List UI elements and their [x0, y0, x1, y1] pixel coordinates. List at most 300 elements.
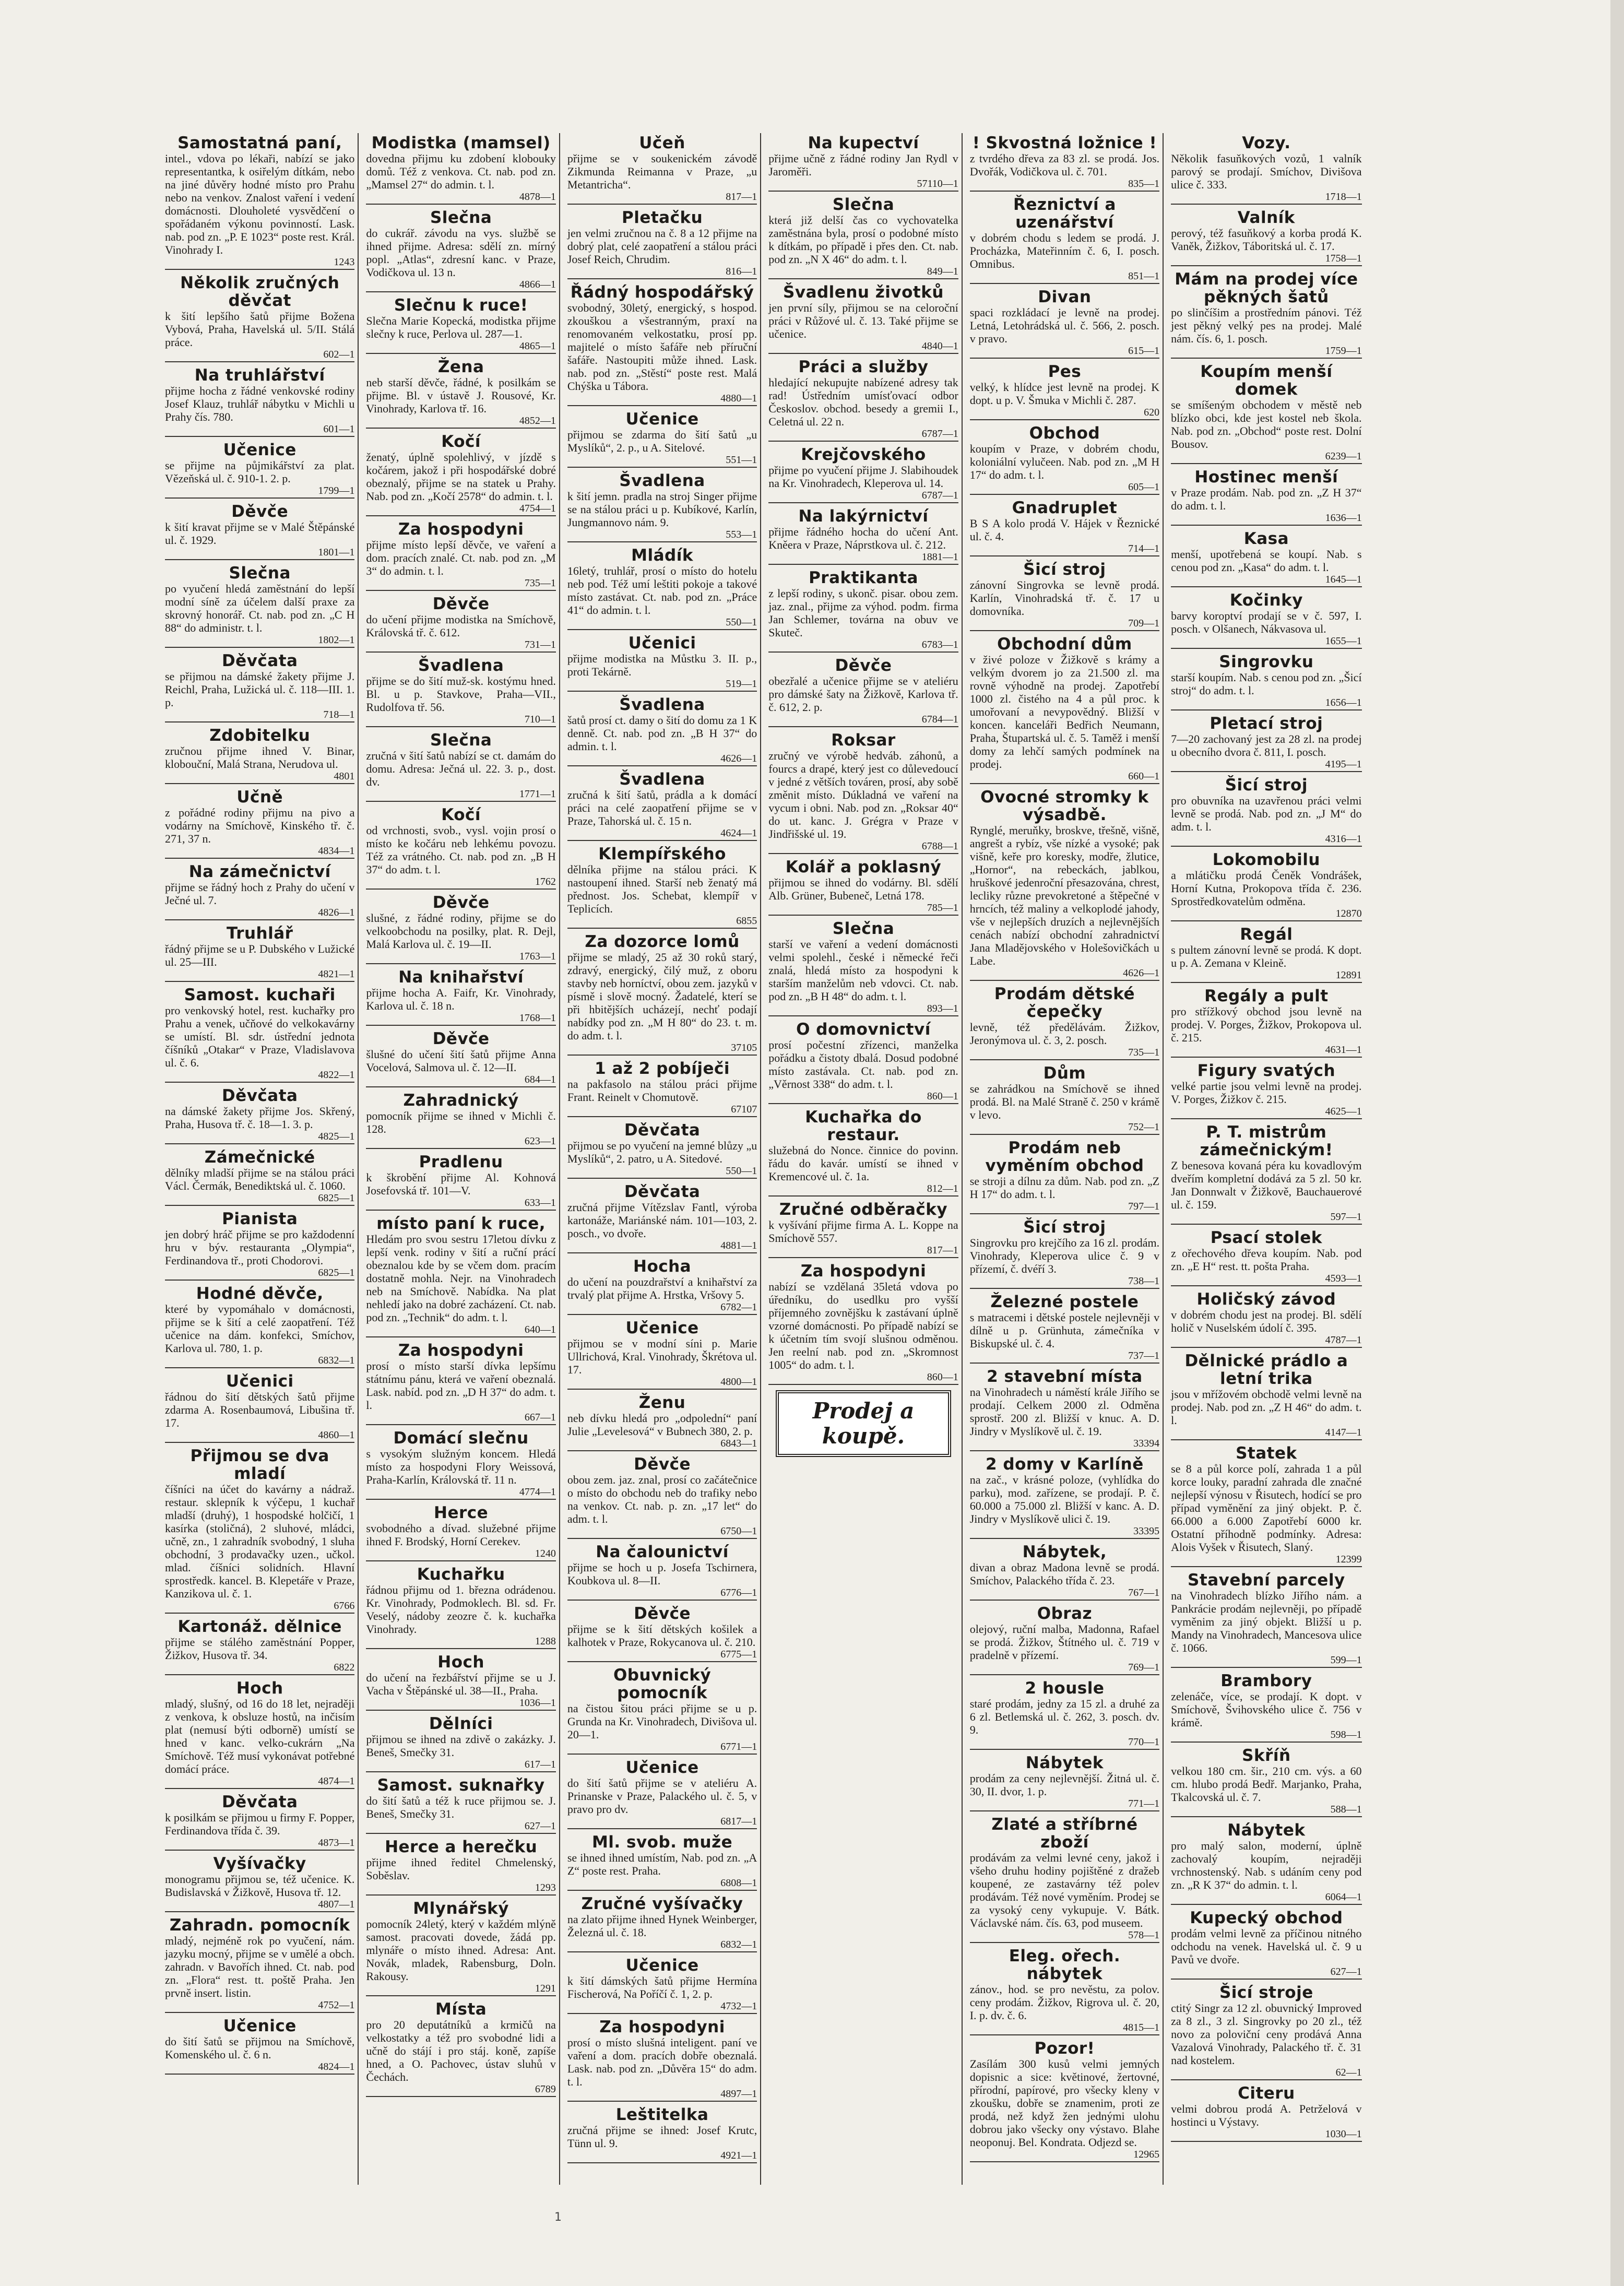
classified-ad	[567, 1393, 757, 1451]
classified-ad	[165, 1617, 354, 1675]
ad-heading: Učenice	[625, 1956, 699, 1975]
ad-code: 519—1	[567, 678, 757, 692]
ad-code: 860—1	[768, 1091, 958, 1104]
ad-code: 12965	[970, 2149, 1159, 2162]
ad-code: 4873—1	[165, 1837, 354, 1851]
classified-ad	[1171, 208, 1361, 266]
classified-ad	[1171, 1983, 1361, 2080]
ad-code: 601—1	[165, 423, 354, 437]
column-4	[765, 133, 962, 2185]
ad-code: 4866—1	[366, 279, 555, 292]
ad-text: přijme se k šití dětských košilek a kalhotek v Praze, Rokycanova ul. č. 210.	[567, 1622, 757, 1649]
ad-code: 1636—1	[1171, 512, 1361, 526]
ad-heading: Domácí slečnu	[393, 1429, 529, 1448]
ad-heading: Modistka (mamsel)	[371, 134, 551, 152]
ad-code: 4834—1	[165, 845, 354, 859]
classified-ad	[1171, 1228, 1361, 1286]
classified-ad	[970, 1138, 1159, 1214]
ad-code: 6782—1	[567, 1301, 757, 1315]
classified-ad	[366, 295, 555, 354]
ad-code: 4732—1	[567, 2000, 757, 2014]
ad-text: nabízí se vzdělaná 35letá vdova po úředníku, do usedlku pro vyšší příjemného zovnějšku k zastávaní úplně vzorné domácnosti. Po případě nabízí se k účetním tím svojí slušnou odměnou. Jen reelní nab. pod zn. „Skromnost 1005“ do adm. t. l.	[768, 1280, 958, 1371]
ad-code: 709—1	[970, 618, 1159, 631]
ad-text: 7—20 zachovaný jest za 28 zl. na prodej u obecního dvora č. 811, I. posch.	[1171, 732, 1362, 759]
ad-heading: Děvče	[634, 1455, 691, 1474]
ad-text: svobodného a dívad. služebné přijme ihned F. Brodský, Horní Cerekev.	[366, 1522, 556, 1548]
ad-text: dělníky mladší přijme se na stálou práci Václ. Čermák, Benediktská ul. č. 1060.	[165, 1166, 355, 1192]
ad-text: v dobrém chodu jest na prodej. Bl. sdělí holič v Nuselském údolí č. 395.	[1171, 1308, 1362, 1334]
ad-heading: Několik zručných děvčat	[180, 274, 340, 310]
classified-ad	[567, 932, 757, 1056]
classified-ad	[1171, 1746, 1361, 1817]
ad-text: na Vinohradech u náměstí krále Jiřího se prodají. Celkem 2000 zl. Odměna sprostř. 200 zl. Bližší v knuc. A. D. Jindry v Myslíkově ul. č. 19.	[969, 1385, 1160, 1438]
ad-heading: Kuchařku	[417, 1565, 505, 1584]
classified-ad	[1171, 1671, 1361, 1743]
ad-heading: Kočí	[441, 806, 481, 824]
ad-code: 1799—1	[165, 485, 354, 499]
classified-ad	[768, 357, 958, 442]
ad-heading: Obraz	[1037, 1604, 1093, 1623]
ad-code: 605—1	[970, 481, 1159, 495]
ad-text: dělníka přijme na stálou práci. K nastoupení ihned. Starší neb ženatý má přednost. Jos. Schebat, klempíř v Teplicích.	[567, 863, 757, 915]
ad-code: 627—1	[366, 1820, 555, 1834]
classified-ad	[567, 1454, 757, 1539]
ad-heading: Obchod	[1029, 424, 1100, 443]
ad-code: 710—1	[366, 714, 555, 727]
ad-text: jen velmi zručnou na č. 8 a 12 přijme na dobrý plat, celé zaopatření a stálou práci Josef Reich, Chrudim.	[567, 227, 757, 266]
classified-ad	[567, 2017, 757, 2102]
ad-code: 770—1	[970, 1736, 1159, 1750]
classified-ad	[165, 1086, 354, 1144]
classified-ad	[970, 1542, 1159, 1601]
ad-code: 6766	[165, 1600, 354, 1614]
ad-text: s pultem zánovní levně se prodá. K dopt. u p. A. Zemana v Kleině.	[1171, 943, 1362, 969]
classified-ad	[165, 502, 354, 560]
ad-heading: Řádný hospodářský	[570, 283, 754, 302]
classified-ad	[366, 1152, 555, 1211]
classified-ad	[970, 1753, 1159, 1811]
ad-heading: Děvče	[432, 893, 490, 912]
ad-code: 731—1	[366, 639, 555, 653]
ad-code: 6239—1	[1171, 451, 1361, 464]
ad-heading: místo paní k ruce,	[376, 1214, 546, 1233]
classified-ad	[1171, 590, 1361, 649]
classified-ad	[366, 1837, 555, 1896]
ad-code: 4626—1	[970, 967, 1159, 981]
ad-code: 4921—1	[567, 2150, 757, 2163]
ad-text: k šití jemn. pradla na stroj Singer přijme se na stálou práci u p. Kubíkové, Karlín, Jungmannovo nám. 9.	[567, 490, 757, 529]
classified-ad	[1171, 529, 1361, 587]
ad-heading: Samost. kuchaři	[184, 986, 336, 1004]
ad-heading: Mám na prodej více pěkných šatů	[1175, 270, 1358, 306]
ad-text: přijme se v soukenickém závodě Zikmunda Reimanna v Praze, „u Metantricha“.	[567, 152, 757, 191]
ad-code: 12870	[1171, 908, 1361, 921]
ad-code: 6787—1	[768, 490, 958, 503]
ad-code: 617—1	[366, 1759, 555, 1772]
ad-code: 4878—1	[366, 191, 555, 205]
ad-code: 578—1	[970, 1929, 1159, 1943]
ad-heading: Krejčovského	[801, 445, 926, 464]
ad-code: 4801	[165, 771, 354, 784]
ad-text: B S A kolo prodá V. Hájek v Řeznické ul. č. 4.	[969, 517, 1160, 543]
ad-heading: Švadlena	[418, 656, 504, 675]
classified-ad	[970, 560, 1159, 631]
ad-heading: 2 stavební místa	[987, 1367, 1143, 1386]
ad-text: přijme modistka na Můstku 3. II. p., proti Tekárně.	[567, 652, 757, 678]
classified-ad	[1171, 1351, 1361, 1440]
ad-code: 12399	[1171, 1554, 1361, 1567]
section-banner: Prodej a koupě.	[776, 1390, 951, 1457]
ad-code: 6832—1	[567, 1939, 757, 1952]
ad-text: olejový, ruční malba, Madonna, Rafael se prodá. Žižkov, Štítného ul. č. 719 v pradelně v přízemí.	[969, 1622, 1160, 1662]
classified-ad	[165, 2016, 354, 2075]
ad-heading: Zdobitelku	[209, 726, 311, 745]
classified-ad	[165, 726, 354, 784]
classified-ad	[1171, 714, 1361, 772]
ad-heading: Koupím menší domek	[1200, 362, 1333, 399]
ad-heading: Stavební parcely	[1188, 1571, 1345, 1590]
ad-text: hledající nekupujte nabízené adresy tak rad! Ústředním umísťovací odbor Českoslov. obchod. besedy a gremii I., Celetná ul. 22 n.	[768, 376, 958, 428]
ad-text: k vyšívání přijme firma A. L. Koppe na Smíchově 557.	[768, 1218, 958, 1245]
ad-heading: Na knihařství	[398, 968, 524, 987]
ad-code: 633—1	[366, 1197, 555, 1211]
classified-ad	[366, 1899, 555, 1996]
ad-text: přijmou se po vyučení na jemné blůzy „u Myslíků“, 2. patro, u A. Sitedové.	[567, 1139, 757, 1165]
ad-heading: Děvče	[634, 1604, 691, 1623]
ad-code: 4865—1	[366, 340, 555, 354]
ad-code: 623—1	[366, 1135, 555, 1149]
ad-heading: Eleg. ořech. nábytek	[1009, 1947, 1121, 1983]
ad-code: 737—1	[970, 1350, 1159, 1364]
ad-text: šlušné do učení šití šatů přijme Anna Vocelová, Salmova ul. č. 12—II.	[366, 1048, 556, 1074]
ad-text: menší, upotřebená se koupí. Nab. s cenou pod zn. „Kasa“ do adm. t. l.	[1171, 548, 1362, 574]
ad-text: zánov., hod. se pro nevěstu, za polov. ceny prodám. Žižkov, Rigrova ul. č. 20, I. p. dv. č. 6.	[969, 1983, 1160, 2022]
ad-code: 4826—1	[165, 907, 354, 920]
ad-heading: Železné postele	[990, 1293, 1139, 1311]
ad-code: 4316—1	[1171, 833, 1361, 847]
classified-ad	[366, 432, 555, 516]
ad-text: mladý, slušný, od 16 do 18 let, nejraději z venkova, k obsluze hostů, na inčisím plat (nemusí býti odborně) umístí se hned v kanc. velko-cukrárn „Na Smíchově. Též musí vykonávat potřebné domácí práce.	[165, 1697, 355, 1775]
classified-ad	[970, 133, 1159, 192]
ad-heading: Učenice	[223, 2017, 297, 2035]
ad-heading: Holičský závod	[1196, 1290, 1336, 1309]
classified-ad	[970, 787, 1159, 981]
ad-text: ženatý, úplně spolehlivý, v jízdě s kočárem, jakož i při hospodářské dobré obeznalý, přijme se na statek u Prahy. Nab. pod zn. „Kočí 2578“ do admin. t. l.	[366, 451, 556, 503]
ad-heading: Dům	[1043, 1064, 1086, 1083]
classified-ad	[165, 787, 354, 859]
classified-ad	[768, 1107, 958, 1197]
ad-text: na čistou šitou práci přijme se u p. Grunda na Kr. Vinohradech, Divišova ul. 20—1.	[567, 1702, 757, 1741]
ad-code: 6843—1	[567, 1438, 757, 1451]
ad-text: Zasílám 300 kusů velmi jemných dopisnic a sice: květinové, žertovné, přírodní, papírové, pro všecky kleny v zkoušku, dobře se znamenim, proti ze prodá, než když žen jednými ulohu dobrou jako všecky ony výstavo. Blahe neoponuj. Bel. Kondrata. Odjezd se.	[969, 2057, 1160, 2149]
ad-heading: Šicí stroj	[1023, 560, 1106, 579]
ad-text: číšníci na účet do kavárny a nádraž. restaur. sklepník k výčepu, 1 kuchař mladší (druhý), 1 hospodské holčičí, 1 kasírka (stoličná), 2 sluhové, mládci, učně, zn., 1 zahradník svobodný, 1 sluha obchodní, 3 prodavačky uzen., učkol. mlad. číšníci solidních. Hlavní sprostředk. kancel. B. Klepetáře v Praze, Kanzikova ul. č. 1.	[165, 1483, 355, 1600]
ad-heading: Leštitelka	[615, 2105, 709, 2124]
ad-code: 1762	[366, 876, 555, 890]
ad-text: 16letý, truhlář, prosí o místo do hotelu neb pod. Též umí leštiti pokoje a takové místo zastávat. Ct. nab. pod zn. „Práce 41“ do admin. t. l.	[567, 564, 757, 617]
ad-heading: Pletací stroj	[1210, 714, 1323, 733]
ad-code: 4626—1	[567, 753, 757, 766]
classified-ad	[165, 1915, 354, 2013]
ad-heading: Klempířského	[598, 845, 726, 863]
ad-code: 4824—1	[165, 2061, 354, 2075]
ad-code: 6776—1	[567, 1587, 757, 1601]
ad-code: 4754—1	[366, 503, 555, 516]
ad-heading: Nábytek	[1227, 1821, 1306, 1840]
classified-ad	[366, 1029, 555, 1087]
ad-text: do učení přijme modistka na Smíchově, Královská tř. č. 612.	[366, 613, 556, 639]
ad-heading: Regál	[1240, 925, 1293, 944]
ad-heading: Obuvnický pomocník	[613, 1666, 712, 1702]
ad-text: se zahrádkou na Smíchově se ihned prodá. Bl. na Malé Straně č. 250 v krámě v levo.	[969, 1082, 1160, 1121]
ad-text: pro střížkový obchod jsou levně na prodej. V. Porges, Žižkov, Prokopova ul. č. 215.	[1171, 1005, 1362, 1044]
classified-ad	[970, 1678, 1159, 1750]
ad-code: 627—1	[1171, 1966, 1361, 1980]
ad-heading: Švadlena	[619, 695, 705, 714]
ad-heading: Vyšívačky	[213, 1854, 306, 1873]
classified-ad	[1171, 1289, 1361, 1348]
classified-ad	[1171, 1908, 1361, 1980]
ad-code: 1759—1	[1171, 345, 1361, 359]
classified-ad	[970, 1217, 1159, 1289]
ad-code: 640—1	[366, 1324, 555, 1337]
classified-ad	[1171, 775, 1361, 847]
ad-code: 553—1	[567, 529, 757, 542]
ad-heading: Učenice	[625, 1758, 699, 1777]
ad-text: divan a obraz Madona levně se prodá. Smíchov, Palackého třída č. 23.	[969, 1561, 1160, 1587]
ad-text: zručný ve výrobě hedváb. záhonů, a fourcs a drapé, který jest co důlevedoucí v jedné z větších továren, prosí, aby sobě změnit místo. Dúkladná ve vaření na vycum i obni. Nab. pod zn. „Roksar 40“ do ut. kanc. J. Grégra v Praze v Jindřišské ul. 19.	[768, 749, 958, 840]
classified-ad	[567, 471, 757, 542]
ad-heading: Práci a služby	[798, 358, 929, 376]
ad-code: 597—1	[1171, 1211, 1361, 1225]
ad-heading: 2 housle	[1025, 1679, 1105, 1698]
classified-ad	[567, 1182, 757, 1253]
classified-ad	[1171, 133, 1361, 205]
ad-text: které by vypomáhalo v domácnosti, přijme se k šití a celé zaopatření. Též učenice na dám. konfekci, Smíchov, Karlova ul. 780, 1. p.	[165, 1302, 355, 1355]
ad-heading: Pozor!	[1034, 2039, 1095, 2058]
ad-text: spaci rozkládací je levně na prodej. Letná, Letohrádská ul. č. 566, 2. posch. v pravo.	[969, 306, 1160, 345]
ad-text: svobodný, 30letý, energický, s hospod. zkouškou a všestranným, praxí na renomovaném velkostatku, prosí pp. majitelé o místo šafáře neb příruční šafáře. Nastoupiti může ihned. Lask. nab. pod zn. „Stěstí“ poste rest. Malá Chýška u Tábora.	[567, 301, 757, 393]
classified-ad	[970, 634, 1159, 784]
ad-heading: Hodné děvče,	[196, 1284, 324, 1303]
classified-ad	[970, 1292, 1159, 1364]
classified-ad	[165, 1284, 354, 1368]
ad-heading: Učenice	[223, 441, 297, 459]
ad-text: jen první síly, přijmou se na celoroční práci v Růžové ul. č. 13. Také přijme se učenice.	[768, 301, 958, 340]
ad-code: 4840—1	[768, 340, 958, 354]
ad-code: 1802—1	[165, 634, 354, 648]
classified-ad	[768, 919, 958, 1016]
ad-heading: Pianista	[222, 1210, 298, 1228]
ad-heading: ! Skvostná ložnice !	[972, 134, 1157, 152]
ad-heading: Dělnické prádlo a letní trika	[1184, 1352, 1348, 1388]
ad-heading: Děvčata	[624, 1182, 701, 1201]
classified-ad	[567, 769, 757, 841]
ad-text: zelenáče, více, se prodají. K dopt. v Smíchově, Švihovského ulice č. 756 v krámě.	[1171, 1690, 1362, 1729]
ad-heading: Na lakýrnictví	[798, 507, 929, 526]
ad-text: se stroji a dílnu za dům. Nab. pod zn. „Z H 17“ do adm. t. l.	[969, 1175, 1160, 1201]
classified-ad	[165, 1371, 354, 1443]
classified-ad	[366, 357, 555, 429]
ad-heading: Singrovku	[1219, 653, 1314, 671]
ad-text: velmi dobrou prodá A. Petrželová v hostinci u Výstavy.	[1171, 2102, 1362, 2128]
ad-code: 4822—1	[165, 1069, 354, 1083]
ad-code: 667—1	[366, 1412, 555, 1425]
ad-heading: Děvče	[432, 595, 490, 613]
column-6	[1168, 133, 1365, 2185]
ad-text: pro malý salon, moderní, úplně zachovalý koupím, nejraději vrchnostenský. Nab. s udáním ceny pod zn. „R K 37“ do admin. t. l.	[1171, 1839, 1362, 1891]
ad-text: koupím v Praze, v dobrém chodu, koloniální vylučeen. Nab. pod zn. „M H 17“ do adm. t. l.	[969, 442, 1160, 481]
ad-text: k škrobění přijme Al. Kohnová Josefovská tř. 101—V.	[366, 1171, 556, 1197]
classified-ad	[1171, 467, 1361, 526]
ad-heading: 2 domy v Karlíně	[986, 1455, 1144, 1474]
ad-code: 6817—1	[567, 1816, 757, 1829]
ad-heading: Zlaté a stříbrné zboží	[991, 1815, 1138, 1852]
ad-code: 1036—1	[366, 1697, 555, 1711]
ad-text: prodám velmi levně za příčinou nitného odchodu na venek. Havelská ul. č. 9 u Pavů ve dvoře.	[1171, 1927, 1362, 1966]
classified-ad	[970, 1946, 1159, 2035]
classified-ad	[567, 1120, 757, 1179]
ad-text: intel., vdova po lékaři, nabízí se jako representantka, k osiřelým dítkám, nebo na jiné důvěry hodné místo pro Prahu nebo na venkov. Znalost vaření i vedení domácnosti. Dlouholeté vysvědčení o spořádaném výkonu povinností. Lask. nab. pod zn. „P. E 1023“ poste rest. Král. Vinohrady I.	[165, 152, 355, 256]
classified-ad	[366, 1091, 555, 1149]
ad-heading: Děvče	[432, 1029, 490, 1048]
ad-code: 6775—1	[567, 1649, 757, 1662]
ad-text: z pořádné rodiny přijmu na pivo a vodárny na Smíchově, Kinského tř. č. 271, 37 n.	[165, 806, 355, 845]
ad-text: k šití kravat přijme se v Malé Štěpánské ul. č. 1929.	[165, 520, 355, 547]
classified-ad	[366, 519, 555, 591]
classified-ad	[1171, 986, 1361, 1058]
classified-ad	[970, 287, 1159, 359]
classified-ad	[567, 282, 757, 406]
classified-ad	[366, 656, 555, 727]
ad-code: 4881—1	[567, 1240, 757, 1253]
ad-text: přijme hocha A. Faifr, Kr. Vinohrady, Karlova ul. č. 18 n.	[366, 986, 556, 1012]
ad-heading: Prodám dětské čepečky	[994, 985, 1135, 1021]
classified-ad	[768, 445, 958, 503]
classified-ad	[768, 730, 958, 854]
ad-heading: Za hospodyni	[599, 2018, 725, 2036]
ad-text: Hledám pro svou sestru 17letou dívku z lepší venk. rodiny v šití a ruční prácí obeznalou kde by se včem dom. pracím dostatně mohla. Nejr. na Vinohradech neb na Smíchově. Nabídka. Na plat nehledí jako na dobré zacházení. Ct. nab. pod zn. „Technik“ do adm. t. l.	[366, 1233, 556, 1324]
classified-ad	[567, 1832, 757, 1891]
ad-text: která již delší čas co vychovatelka zaměstnána byla, prosí o podobné místo k dítkám, po případě i přes den. Ct. nab. pod zn. „N X 46“ do adm. t. l.	[768, 214, 958, 266]
ad-heading: Divan	[1038, 288, 1092, 306]
ad-heading: Za hospodyni	[398, 1341, 524, 1360]
ad-code: 4807—1	[165, 1899, 354, 1912]
ad-heading: Na čalounictví	[596, 1543, 729, 1561]
ad-code: 4880—1	[567, 393, 757, 406]
ad-code: 4624—1	[567, 827, 757, 841]
ad-text: velký, k hlídce jest levně na prodej. K dopt. u p. V. Šmuka v Michli č. 287.	[969, 381, 1160, 407]
ad-code: 4787—1	[1171, 1334, 1361, 1348]
classified-ad	[970, 423, 1159, 495]
ad-heading: Pletačku	[621, 208, 703, 227]
ad-text: zručná v šití šatů nabízí se ct. damám do domu. Adresa: Ječná ul. 22. 3. p., dost. dv.	[366, 749, 556, 788]
ad-heading: Řeznictví a uzenářství	[1013, 195, 1116, 232]
ad-text: zručnou přijme ihned V. Binar, klobouční, Malá Strana, Nerudova ul.	[165, 744, 355, 771]
ad-code: 4752—1	[165, 1999, 354, 2013]
ad-text: na Vinohradech blízko Jiřího nám. a Pankrácie prodám nejlevněji, po případě vyměnim za jiný objekt. Bližší u p. Mandy na Vinohradech, Mancesova ulice č. 1066.	[1171, 1589, 1362, 1654]
ad-text: do šití šatů se přijmou na Smíchově, Komenského ul. č. 6 n.	[165, 2035, 355, 2061]
page-edge	[1610, 0, 1624, 2286]
classified-ad	[768, 1261, 958, 1385]
ad-code: 1763—1	[366, 951, 555, 964]
classified-ad	[366, 1503, 555, 1561]
ad-heading: Mládík	[631, 546, 693, 565]
ad-heading: Švadlenu životků	[783, 283, 944, 302]
classified-ad	[1171, 925, 1361, 983]
ad-heading: Roksar	[831, 731, 896, 750]
ad-text: pomocník 24letý, který v každém mlýně samost. pracovati dovede, žádá pp. mlynáře o místo ihned. Adresa: Ant. Novák, mladek, Rabensburg, Doln. Rakousy.	[366, 1917, 556, 1983]
ad-heading: Statek	[1236, 1444, 1297, 1463]
ad-text: z ořechového dřeva koupím. Nab. pod zn. „E H“ rest. tt. pošta Praha.	[1171, 1247, 1362, 1273]
classified-ad	[567, 633, 757, 692]
ad-heading: Herce a herečku	[385, 1838, 538, 1856]
classified-ad	[768, 1020, 958, 1104]
classified-ad	[1171, 1820, 1361, 1905]
classified-ad	[366, 1999, 555, 2097]
ad-heading: Děvče	[835, 656, 892, 675]
ad-text: obezřalé a učenice přijme se v ateliéru pro dámské šaty na Žižkově, Karlova tř. č. 612, 2. p.	[768, 674, 958, 714]
ad-code: 1240	[366, 1548, 555, 1561]
ad-text: jen dobrý hráč přijme se pro každodenní hru v býv. restauranta „Olympia“, Ferdinandova tř., proti Chodorovi.	[165, 1228, 355, 1267]
ad-text: z tvrdého dřeva za 83 zl. se prodá. Jos. Dvořák, Vodičkova ul. č. 701.	[969, 152, 1160, 178]
classified-ad	[1171, 652, 1361, 710]
ad-text: perový, též fasuňkový a korba prodá K. Vaněk, Žižkov, Táboritská ul. č. 17.	[1171, 227, 1362, 253]
ad-text: se smíšeným obchodem v městě neb blízko obci, kde jest kostel neb škola. Nab. pod zn. „Obchod“ poste rest. Dolní Bousov.	[1171, 398, 1362, 451]
ad-code: 12891	[1171, 969, 1361, 983]
ad-heading: Hoch	[437, 1653, 484, 1672]
ad-text: Rynglé, meruňky, broskve, třešně, višně, angrešt a rybíz, vše nízké a vysoké; pak višně, keře pro koresky, modře, žlutice, „Hornor“, na rebeckách, jablkou, hruškové jedenroční přesazována, chrest, lecliky různe prevokretoné a štěpečné v hrncích, též maliny a velkoplodé jahody, vše v nejlepších druzích a nejlevnějších cenách nabízí obchodní zahradnictví Jana Mladějovského v Holešovičkách u Labe.	[969, 824, 1160, 967]
ad-text: monogramu přijmou se, též učenice. K. Budislavská v Žižkově, Husova tř. 12.	[165, 1873, 355, 1899]
ad-code: 860—1	[768, 1371, 958, 1385]
ad-code: 1293	[366, 1882, 555, 1896]
classified-ad	[567, 844, 757, 929]
ad-text: řádný přijme se u P. Dubského v Lužické ul. 25—III.	[165, 942, 355, 968]
ad-text: do šití šatů a též k ruce přijmou se. J. Beneš, Smečky 31.	[366, 1794, 556, 1820]
ad-text: neb starší děvče, řádné, k posilkám se přijme. Bl. v ústavě J. Rousové, Kr. Vinohrady, Karlova tř. 16.	[366, 376, 556, 415]
ad-text: zručná k šití šatů, prádla a k domácí práci na celé zaopatření přijme se v Praze, Tahorská ul. č. 15 n.	[567, 788, 757, 827]
ad-text: staré prodám, jedny za 15 zl. a druhé za 6 zl. Betlemská ul. č. 262, 3. posch. dv. 9.	[969, 1697, 1160, 1736]
ad-text: přijme se stálého zaměstnání Popper, Žižkov, Husova tř. 34.	[165, 1636, 355, 1662]
classified-ad	[970, 1454, 1159, 1539]
ad-text: přijme po vyučení přijme J. Slabihoudek na Kr. Vinohradech, Kleperova ul. 14.	[768, 464, 958, 490]
ad-code: 588—1	[1171, 1804, 1361, 1817]
ad-code: 4625—1	[1171, 1106, 1361, 1119]
ad-text: do šití šatů přijme se v ateliéru A. Prinanske v Praze, Palackého ul. č. 5, v pravo pro dv.	[567, 1776, 757, 1816]
ad-text: přijme se hoch u p. Josefa Tschirnera, Koubkova ul. 8—II.	[567, 1561, 757, 1587]
ad-code: 1758—1	[1171, 253, 1361, 266]
ad-heading: Slečna	[430, 731, 492, 750]
ad-code: 6771—1	[567, 1741, 757, 1755]
ad-code: 4852—1	[366, 415, 555, 429]
classified-ad	[165, 1678, 354, 1789]
column-5	[967, 133, 1164, 2185]
ad-heading: Zručné odběračky	[779, 1200, 948, 1219]
classified-ad	[567, 1665, 757, 1755]
ad-code: 6750—1	[567, 1525, 757, 1539]
ad-text: ctitý Singr za 12 zl. obuvnický Improved za 8 zl., 3 zl. Singrovky po 20 zl., též novo za poloviční ceny prodává Anna Vazalová Vinohrady, Palackého tř. č. 31 nad kostelem.	[1171, 2001, 1362, 2067]
classified-ad	[366, 133, 555, 205]
ad-heading: Zahradn. pomocník	[169, 1916, 350, 1935]
ad-heading: Na zámečnictví	[188, 862, 331, 881]
ad-text: pro venkovský hotel, rest. kuchařky pro Prahu a venek, učňové do velkokavárny se umístí. Bl. sdr. ústřední jednota číšníků „Otakar“ v Praze, Vladislavova ul. č. 6.	[165, 1004, 355, 1069]
ad-text: k šití lepšího šatů přijme Božena Vybová, Praha, Havelská ul. 5/II. Stálá práce.	[165, 310, 355, 349]
ad-text: z lepší rodiny, s ukonč. pisar. obou zem. jaz. znal., přijme za výhod. podm. firma Jan Schlemer, továrna na obuv ve Skuteč.	[768, 587, 958, 639]
ad-text: k šití dámských šatů přijme Hermína Fischerová, Na Poříčí č. 1, 2. p.	[567, 1974, 757, 2000]
ad-heading: Za dozorce lomů	[585, 932, 740, 951]
ad-heading: Pradlenu	[419, 1153, 503, 1171]
ad-code: 550—1	[567, 1165, 757, 1179]
